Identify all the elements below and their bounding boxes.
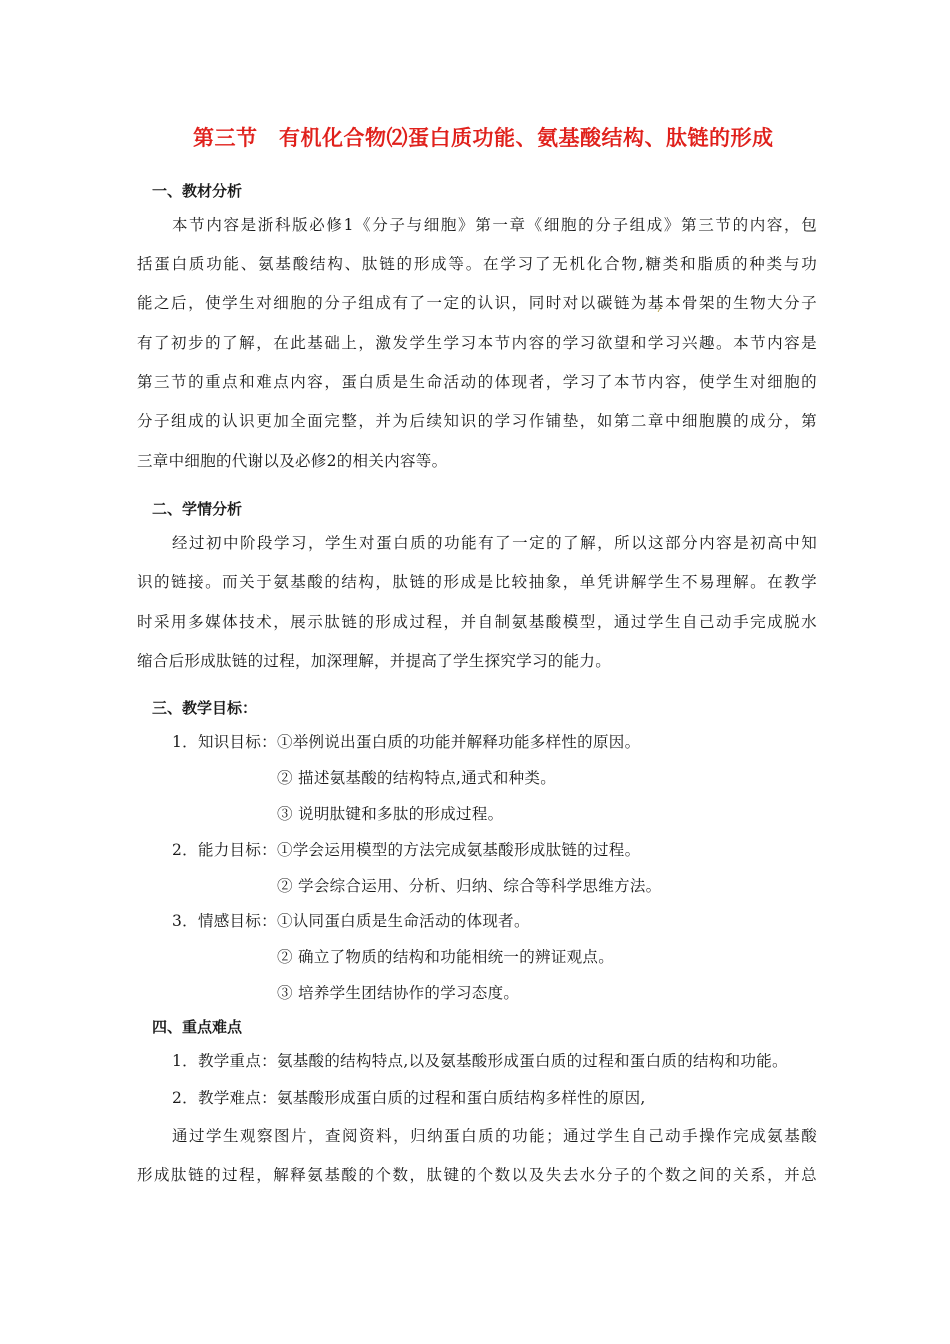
section-heading-textbook-analysis: 一、教材分析 [152,182,243,200]
paragraph-line: 有了初步的了解，在此基础上，激发学生学习本节内容的学习欲望和学习兴趣。本节内容是 [137,334,817,352]
section-heading-teaching-goals: 三、教学目标： [152,699,258,717]
goal-line-knowledge: 1．知识目标：①举例说出蛋白质的功能并解释功能多样性的原因。 [172,733,641,751]
goal-subitem: ② 描述氨基酸的结构特点,通式和种类。 [277,769,557,787]
paragraph-line: 时采用多媒体技术，展示肽链的形成过程，并自制氨基酸模型，通过学生自己动手完成脱水 [137,613,817,631]
paragraph-line: 括蛋白质功能、氨基酸结构、肽链的形成等。在学习了无机化合物,糖类和脂质的种类与功 [137,255,817,273]
paragraph-line: 三章中细胞的代谢以及必修2的相关内容等。 [137,452,448,470]
paragraph-line: 第三节的重点和难点内容，蛋白质是生命活动的体现者，学习了本节内容，使学生对细胞的 [137,373,817,391]
paragraph-line: 识的链接。而关于氨基酸的结构，肽链的形成是比较抽象，单凭讲解学生不易理解。在教学 [137,573,817,591]
paragraph-line: 分子组成的认识更加全面完整，并为后续知识的学习作铺垫，如第二章中细胞膜的成分，第 [137,412,817,430]
paragraph-line: 通过学生观察图片，查阅资料，归纳蛋白质的功能；通过学生自己动手操作完成氨基酸 [172,1127,817,1145]
section-heading-key-points: 四、重点难点 [152,1018,243,1036]
goal-subitem: ② 确立了物质的结构和功能相统一的辨证观点。 [277,948,615,966]
goal-line-ability: 2．能力目标：①学会运用模型的方法完成氨基酸形成肽链的过程。 [172,841,641,859]
key-point-line: 2．教学难点：氨基酸形成蛋白质的过程和蛋白质结构多样性的原因, [172,1089,646,1107]
goal-subitem: ③ 培养学生团结协作的学习态度。 [277,984,520,1002]
page-title: 第三节 有机化合物⑵蛋白质功能、氨基酸结构、肽链的形成 [193,126,774,150]
paragraph-line: 缩合后形成肽链的过程，加深理解，并提高了学生探究学习的能力。 [137,652,612,670]
paragraph-line: 经过初中阶段学习，学生对蛋白质的功能有了一定的了解，所以这部分内容是初高中知 [172,534,817,552]
key-point-line: 1．教学重点：氨基酸的结构特点,以及氨基酸形成蛋白质的过程和蛋白质的结构和功能。 [172,1052,788,1070]
paragraph-line: 能之后，使学生对细胞的分子组成有了一定的认识，同时对以碳链为基本骨架的生物大分子 [137,294,817,312]
goal-subitem: ③ 说明肽键和多肽的形成过程。 [277,805,504,823]
paragraph-line: 形成肽链的过程，解释氨基酸的个数，肽键的个数以及失去水分子的个数之间的关系，并总 [137,1166,817,1184]
goal-subitem: ② 学会综合运用、分析、归纳、综合等科学思维方法。 [277,877,662,895]
paragraph-line: 本节内容是浙科版必修1《分子与细胞》第一章《细胞的分子组成》第三节的内容，包 [172,216,817,234]
goal-line-emotion: 3．情感目标：①认同蛋白质是生命活动的体现者。 [172,912,530,930]
section-heading-student-analysis: 二、学情分析 [152,500,243,518]
